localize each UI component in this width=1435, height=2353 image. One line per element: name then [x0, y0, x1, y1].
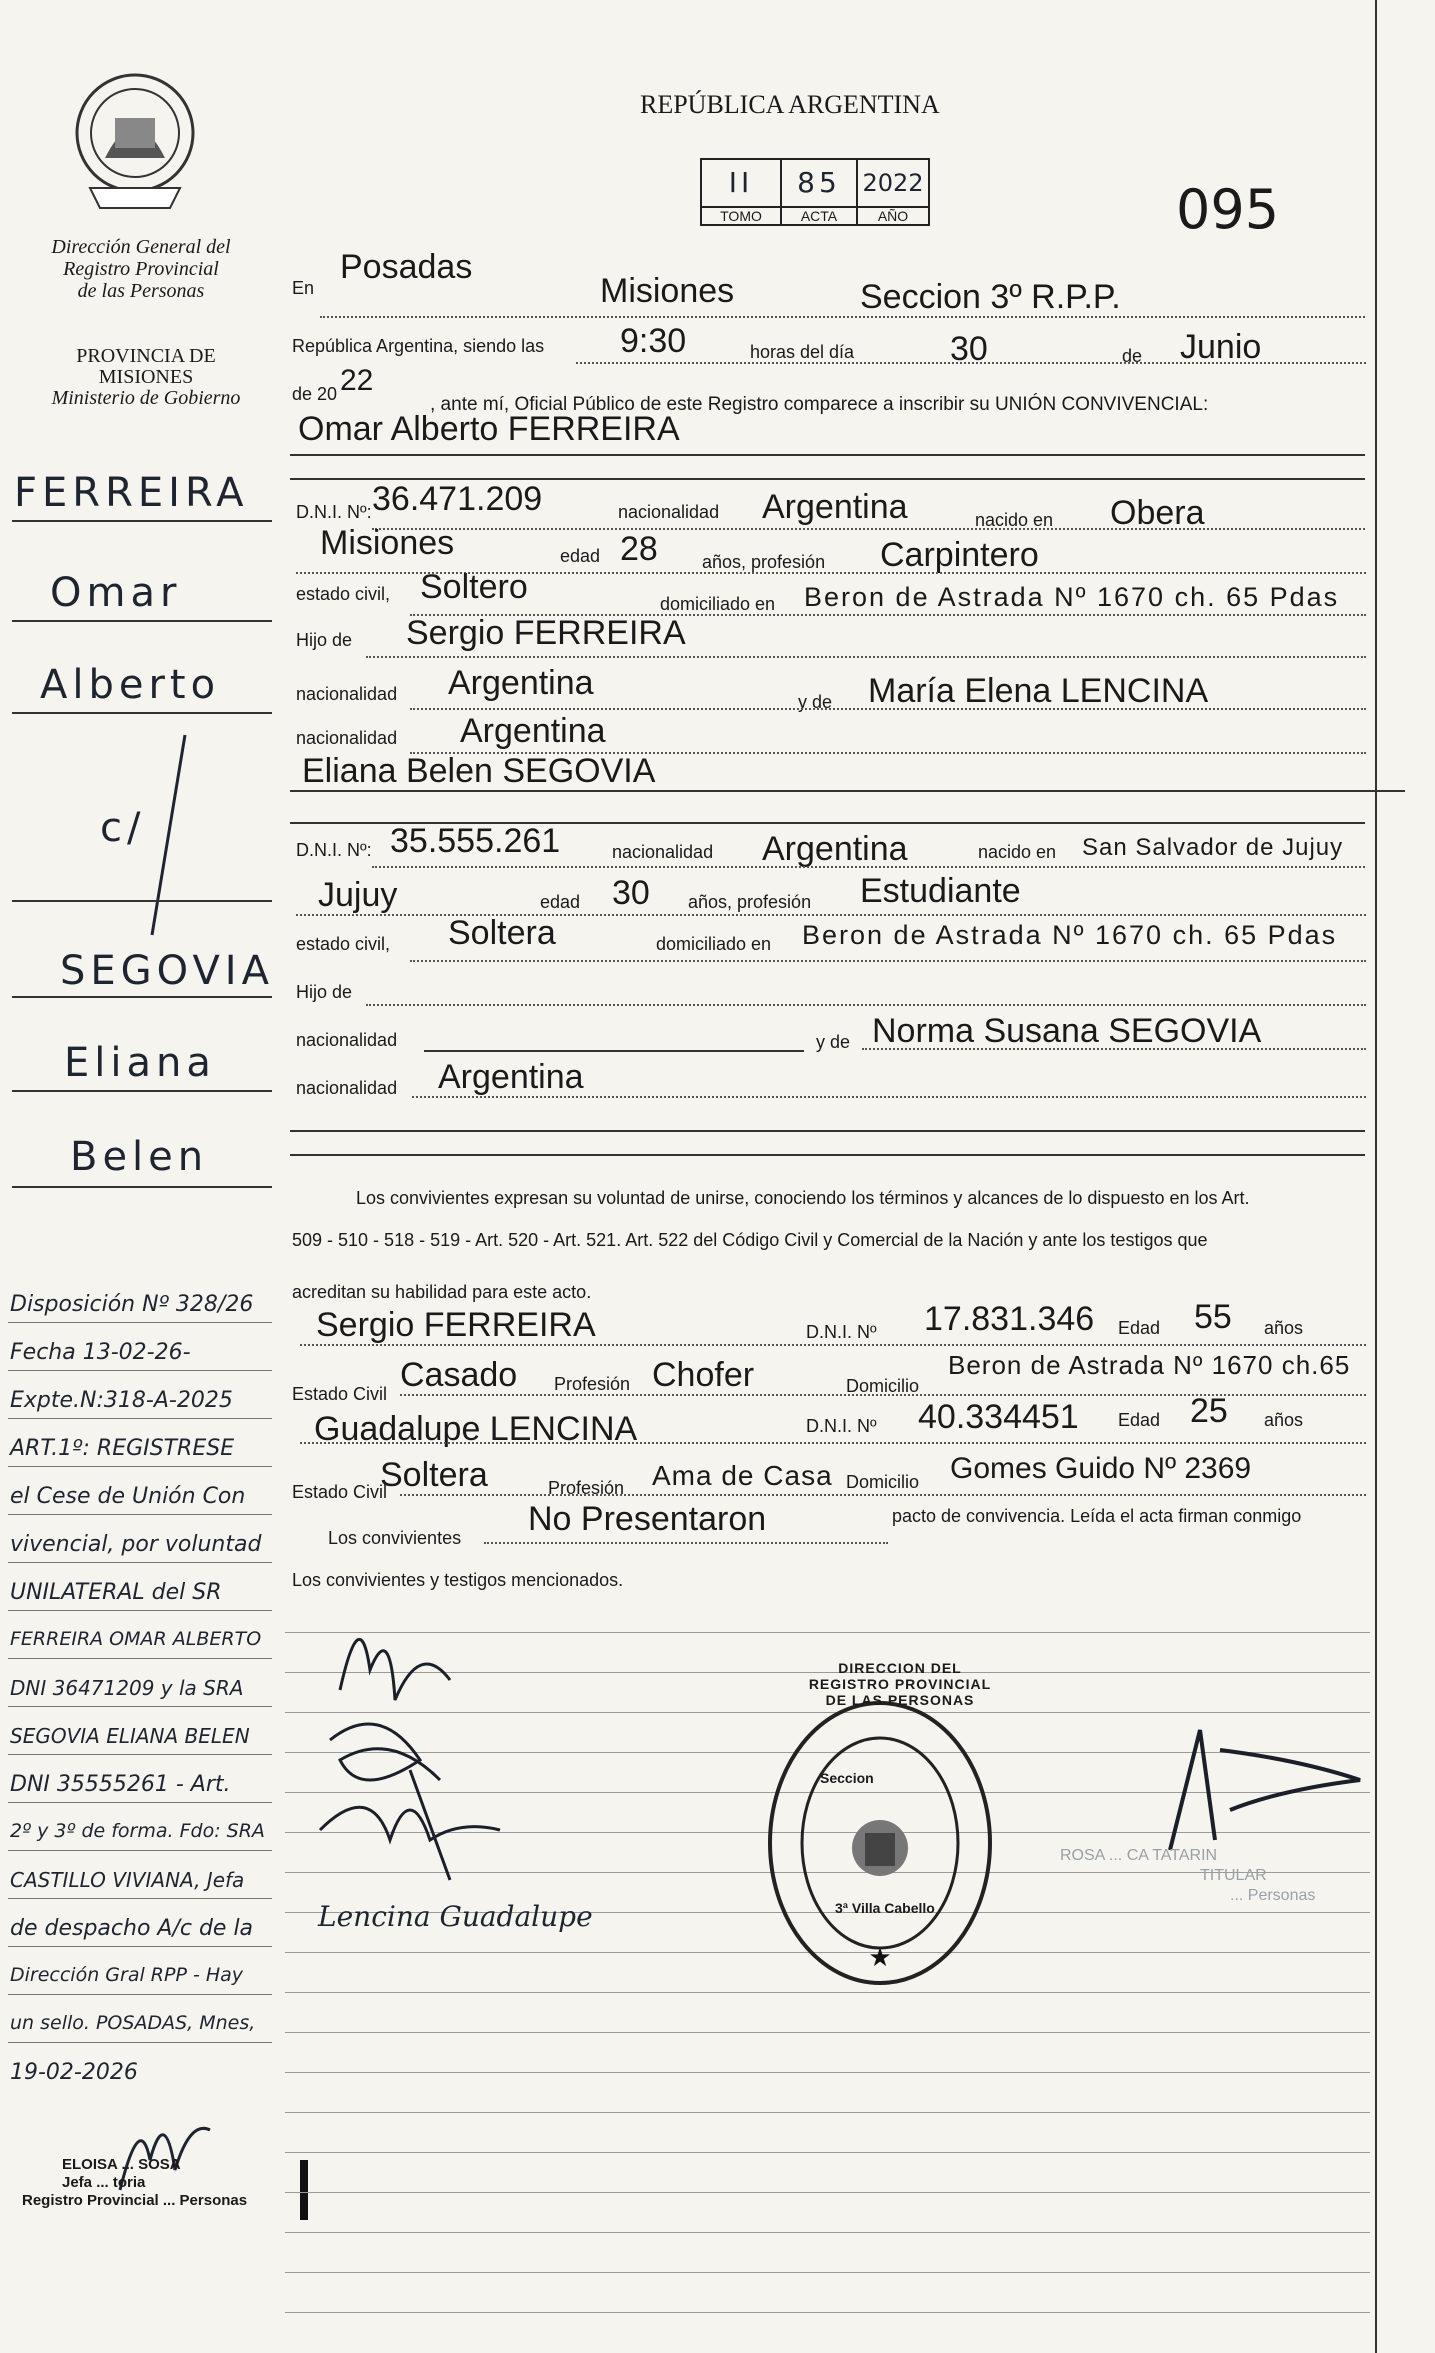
witness1-profession: Chofer — [652, 1356, 755, 1394]
margin-note: Disposición Nº 328/26 — [10, 1292, 254, 1317]
legal-text-line1: Los convivientes expresan su voluntad de unirse, conociendo los términos y alcances de lo dispuesto en los Art. — [356, 1188, 1250, 1208]
person2-civil-status: Soltera — [448, 914, 556, 952]
margin-note: DNI 36471209 y la SRA — [10, 1676, 244, 1700]
margin-name2a: Eliana — [64, 1040, 216, 1086]
anio-cell: 2022 AÑO — [858, 160, 928, 224]
closing-line: Los convivientes y testigos mencionados. — [292, 1570, 624, 1590]
witness2-dni: 40.334451 — [918, 1398, 1079, 1436]
country-title: REPÚBLICA ARGENTINA — [640, 90, 940, 119]
witness1-civil-status: Casado — [400, 1356, 518, 1394]
person2-profession: Estudiante — [860, 872, 1021, 910]
margin-surname2: SEGOVIA — [60, 948, 274, 994]
person1-nationality: Argentina — [762, 488, 908, 526]
registry-seal — [765, 1698, 995, 1988]
witness2-profession: Ama de Casa — [652, 1460, 833, 1491]
acta-cell: 85 ACTA — [782, 160, 858, 224]
legal-text-line3: acreditan su habilidad para este acto. — [292, 1282, 592, 1302]
person1-birthplace: Obera — [1110, 494, 1205, 532]
witness2-civil-status: Soltera — [380, 1456, 488, 1494]
place-city: Posadas — [340, 248, 473, 286]
time-month: Junio — [1180, 328, 1262, 366]
person1-dni: 36.471.209 — [372, 480, 543, 518]
signature-scribbles — [300, 1580, 620, 1910]
record-number: 095 — [1176, 178, 1280, 241]
margin-note: Fecha 13-02-26- — [10, 1340, 191, 1365]
person1-civil-status: Soltero — [420, 568, 528, 606]
province-name: PROVINCIA DE MISIONES Ministerio de Gobierno — [51, 345, 241, 409]
margin-slash — [140, 730, 200, 940]
legal-text-line2: 509 - 510 - 518 - 519 - Art. 520 - Art. 521. Art. 522 del Código Civil y Comercial de la Nación y ante los testigos que — [292, 1230, 1208, 1250]
margin-name1b: Alberto — [40, 662, 221, 708]
person2-birthplace: San Salvador de Jujuy — [1082, 834, 1344, 861]
tomo-cell: II TOMO — [702, 160, 782, 224]
officer-stamp: ROSA ... CA TATARIN TITULAR ... Personas — [1060, 1847, 1316, 1904]
margin-connector: c/ — [100, 805, 146, 851]
place-section: Seccion 3º R.P.P. — [860, 278, 1121, 316]
person1-father: Sergio FERREIRA — [406, 614, 686, 652]
time-year: 22 — [340, 364, 374, 397]
seal-inner1: Seccion — [820, 1770, 874, 1786]
svg-text:★: ★ — [868, 1943, 892, 1973]
margin-note: SEGOVIA ELIANA BELEN — [10, 1724, 250, 1748]
person1-profession: Carpintero — [880, 536, 1039, 574]
agency-name: Dirección General del Registro Provincial de las Personas — [51, 236, 231, 302]
margin-note: ART.1º: REGISTRESE — [10, 1436, 235, 1461]
witness1-dni: 17.831.346 — [924, 1300, 1095, 1338]
place-province: Misiones — [600, 272, 735, 310]
margin-note: 19-02-2026 — [10, 2060, 138, 2085]
seal-inner2: 3ª Villa Cabello — [835, 1900, 935, 1916]
pact-status: No Presentaron — [528, 1500, 767, 1538]
witness2-signature: Lencina Guadalupe — [318, 1900, 593, 1933]
margin-stamp: ELOISA ... SOSA Jefa ... toria Registro Provincial ... Personas — [22, 2156, 248, 2209]
margin-name1a: Omar — [50, 570, 182, 616]
margin-note: FERREIRA OMAR ALBERTO — [10, 1628, 262, 1650]
witness1-name: Sergio FERREIRA — [316, 1306, 596, 1344]
witness1-age: 55 — [1194, 1298, 1232, 1336]
person1-address: Beron de Astrada Nº 1670 ch. 65 Pdas — [804, 582, 1340, 612]
margin-note: CASTILLO VIVIANA, Jefa — [10, 1868, 245, 1892]
margin-note: vivencial, por voluntad — [10, 1532, 262, 1557]
person2-birth-province: Jujuy — [318, 876, 398, 914]
tomo-acta-box — [700, 158, 930, 226]
margin-surname1: FERREIRA — [14, 470, 249, 516]
person1-full-name: Omar Alberto FERREIRA — [298, 410, 680, 448]
province-crest-seal — [70, 58, 200, 238]
person2-dni: 35.555.261 — [390, 822, 561, 860]
margin-note: un sello. POSADAS, Mnes, — [10, 2012, 256, 2034]
margin-note: 2º y 3º de forma. Fdo: SRA — [10, 1820, 265, 1842]
person2-nationality: Argentina — [762, 830, 908, 868]
person2-mother-nationality: Argentina — [438, 1058, 584, 1096]
person2-full-name: Eliana Belen SEGOVIA — [302, 752, 656, 790]
person1-mother: María Elena LENCINA — [868, 672, 1209, 710]
margin-mark — [300, 2160, 308, 2220]
margin-note: Expte.N:318-A-2025 — [10, 1388, 233, 1413]
time-hour: 9:30 — [620, 322, 687, 360]
margin-note: UNILATERAL del SR — [10, 1580, 222, 1605]
margin-name2b: Belen — [70, 1134, 209, 1180]
margin-note: de despacho A/c de la — [10, 1916, 254, 1941]
person1-age: 28 — [620, 530, 658, 568]
margin-note: DNI 35555261 - Art. — [10, 1772, 231, 1797]
person1-mother-nationality: Argentina — [460, 712, 606, 750]
person2-mother: Norma Susana SEGOVIA — [872, 1012, 1262, 1050]
person2-age: 30 — [612, 874, 650, 912]
margin-note: el Cese de Unión Con — [10, 1484, 246, 1509]
person1-father-nationality: Argentina — [448, 664, 594, 702]
witness1-address: Beron de Astrada Nº 1670 ch.65 — [948, 1350, 1351, 1380]
witness2-age: 25 — [1190, 1392, 1228, 1430]
seal-outer-text: DIRECCION DEL REGISTRO PROVINCIAL DE LAS PERSONAS — [808, 1660, 992, 1708]
witness2-name: Guadalupe LENCINA — [314, 1410, 638, 1448]
margin-note: Dirección Gral RPP - Hay — [10, 1964, 244, 1986]
form-right-border — [1375, 0, 1377, 2353]
person2-address: Beron de Astrada Nº 1670 ch. 65 Pdas — [802, 920, 1338, 950]
person1-birth-province: Misiones — [320, 524, 455, 562]
time-day: 30 — [950, 330, 988, 368]
witness2-address: Gomes Guido Nº 2369 — [950, 1452, 1252, 1485]
